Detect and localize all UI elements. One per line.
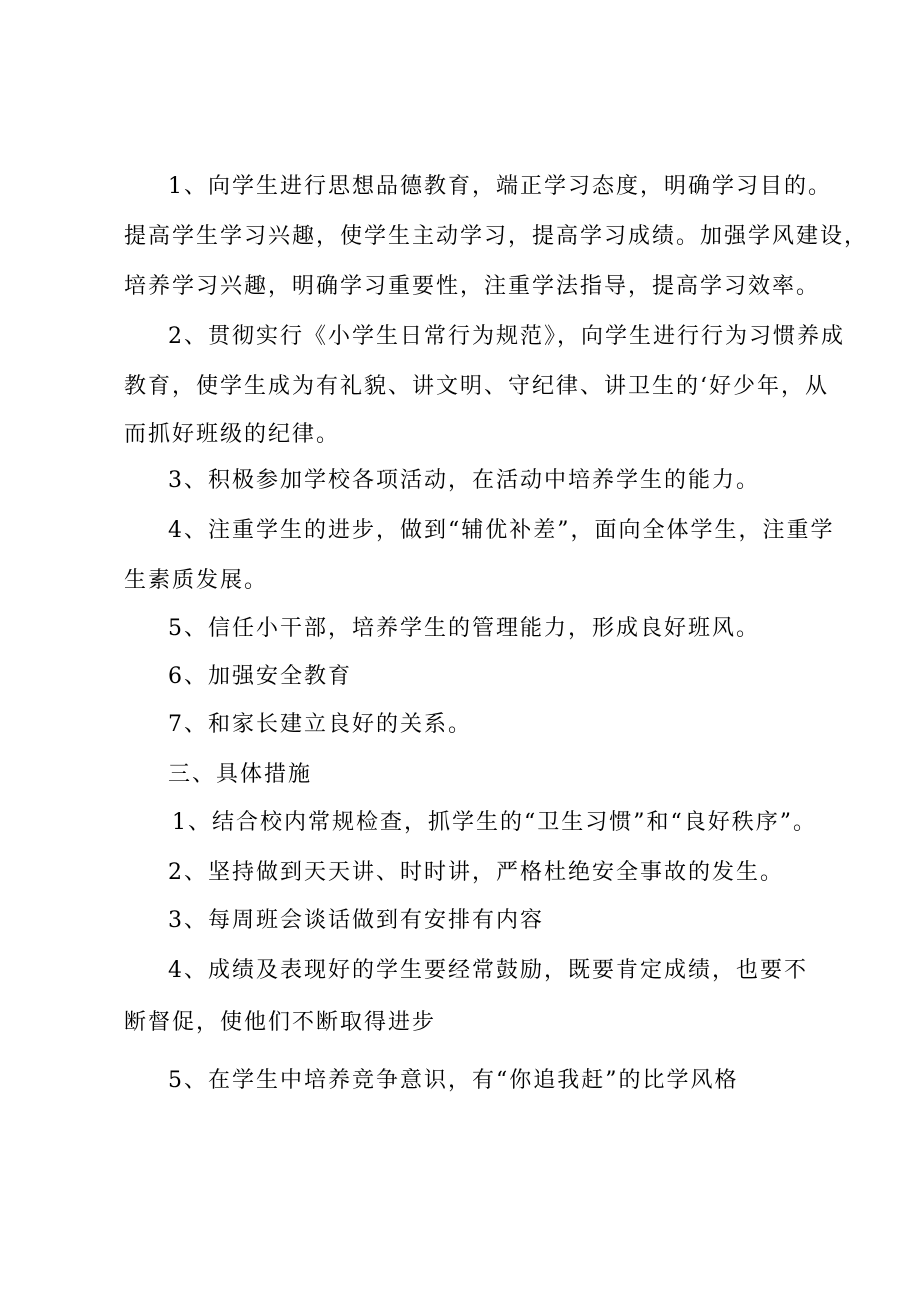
text-line: 2、贯彻实行《小学生日常行为规范》，向学生进行行为习惯养成 xyxy=(168,324,845,349)
text-line: 提高学生学习兴趣，使学生主动学习，提高学习成绩。加强学风建设， xyxy=(124,224,869,249)
text-line: 而抓好班级的纪律。 xyxy=(124,422,341,447)
text-line: 生素质发展。 xyxy=(124,568,269,593)
text-line: 4、注重学生的进步，做到“辅优补差”，面向全体学生，注重学 xyxy=(168,518,835,543)
text-line: 2、坚持做到天天讲、时时讲，严格杜绝安全事故的发生。 xyxy=(168,860,784,885)
text-line: 3、每周班会谈话做到有安排有内容 xyxy=(168,908,544,933)
text-line: 1、向学生进行思想品德教育，端正学习态度，明确学习目的。 xyxy=(168,174,832,199)
text-line: 5、在学生中培养竞争意识，有“你追我赶”的比学风格 xyxy=(168,1068,739,1093)
text-line: 3、积极参加学校各项活动，在活动中培养学生的能力。 xyxy=(168,468,760,493)
text-line: 5、信任小干部，培养学生的管理能力，形成良好班风。 xyxy=(168,616,760,641)
text-line: 教育，使学生成为有礼貌、讲文明、守纪律、讲卫生的‘好少年，从 xyxy=(124,374,829,399)
text-line: 1、结合校内常规检查，抓学生的“卫生习惯”和“良好秩序”。 xyxy=(172,810,817,835)
text-line: 7、和家长建立良好的关系。 xyxy=(168,712,472,737)
text-line: 4、成绩及表现好的学生要经常鼓励，既要肯定成绩，也要不 xyxy=(168,958,808,983)
text-line: 培养学习兴趣，明确学习重要性，注重学法指导，提高学习效率。 xyxy=(124,274,821,299)
section-heading: 三、具体措施 xyxy=(168,762,313,787)
text-line: 断督促，使他们不断取得进步 xyxy=(124,1010,437,1035)
text-line: 6、加强安全教育 xyxy=(168,664,352,689)
